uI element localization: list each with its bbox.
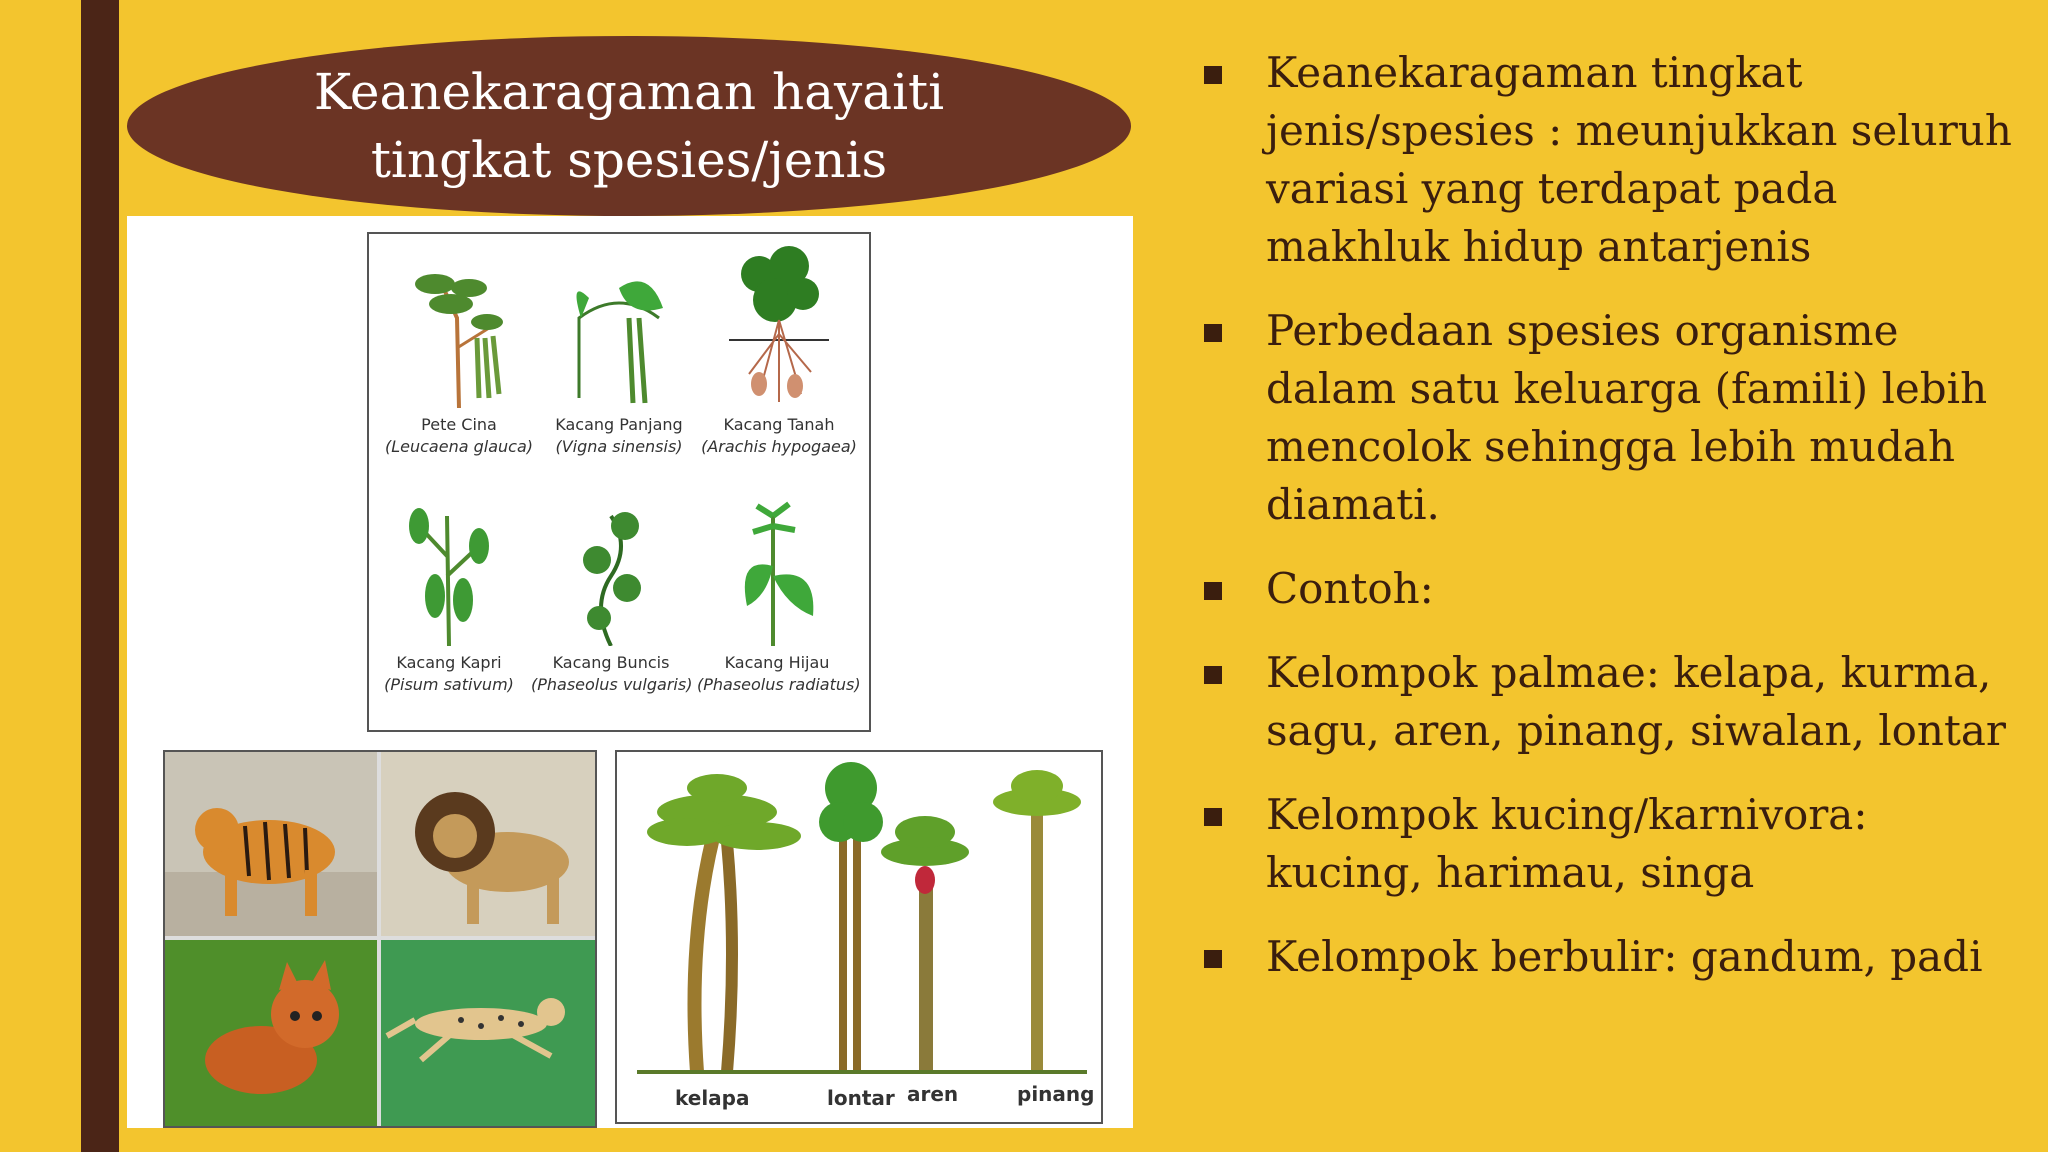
kitten-photo xyxy=(165,940,377,1126)
legume-name: Kacang Panjang xyxy=(555,415,683,434)
legume-latin-name: (Arachis hypogaea) xyxy=(701,437,857,456)
legume-latin-name: (Phaseolus radiatus) xyxy=(697,675,861,694)
legume-name: Kacang Kapri xyxy=(396,653,502,672)
legume-name: Pete Cina xyxy=(421,415,497,434)
legume-name: Kacang Tanah xyxy=(723,415,835,434)
kacang-kapri-plant-icon xyxy=(389,496,509,646)
bullet-text: Kelompok kucing/karnivora: kucing, harimau, singa xyxy=(1266,790,1868,897)
slide-title: Keanekaragaman hayaiti tingkat spesies/jenis xyxy=(313,63,945,189)
legume-latin-name: (Pisum sativum) xyxy=(384,675,514,694)
legume-kacang-panjang xyxy=(539,258,699,458)
square-bullet-icon xyxy=(1204,66,1222,84)
square-bullet-icon xyxy=(1204,324,1222,342)
bullet-item xyxy=(1200,928,2020,986)
palm-trees-illustration xyxy=(615,750,1103,1124)
legume-name: Kacang Hijau xyxy=(724,653,830,672)
square-bullet-icon xyxy=(1204,666,1222,684)
kacang-panjang-plant-icon xyxy=(559,258,679,408)
bullet-item xyxy=(1200,302,2020,534)
bullet-list xyxy=(1200,44,2020,1012)
felines-photo-collage xyxy=(163,750,597,1128)
palm-label-aren: aren xyxy=(907,1082,959,1106)
palm-label-kelapa: kelapa xyxy=(675,1086,750,1110)
tiger-photo xyxy=(165,752,377,936)
legume-kacang-kapri xyxy=(369,496,529,696)
bullet-item xyxy=(1200,560,2020,618)
legume-name: Kacang Buncis xyxy=(552,653,670,672)
bullet-item xyxy=(1200,644,2020,760)
lion-photo xyxy=(381,752,595,936)
legume-illustration xyxy=(367,232,871,732)
legume-kacang-hijau xyxy=(697,496,861,696)
square-bullet-icon xyxy=(1204,808,1222,826)
cheetah-photo xyxy=(381,940,595,1126)
kacang-tanah-plant-icon xyxy=(719,244,839,408)
title-ellipse xyxy=(127,36,1131,216)
bullet-text: Perbedaan spesies organisme dalam satu keluarga (famili) lebih mencolok sehingga lebih mudah diamati. xyxy=(1266,306,1988,529)
left-accent-bar xyxy=(81,0,119,1152)
square-bullet-icon xyxy=(1204,582,1222,600)
pete-cina-plant-icon xyxy=(399,258,519,408)
kacang-buncis-plant-icon xyxy=(551,496,671,646)
legume-pete-cina xyxy=(379,258,539,458)
bullet-item xyxy=(1200,44,2020,276)
palm-label-pinang: pinang xyxy=(1017,1082,1095,1106)
kacang-hijau-plant-icon xyxy=(717,496,837,646)
bullet-text: Kelompok berbulir: gandum, padi xyxy=(1266,932,1983,981)
bullet-text: Keanekaragaman tingkat jenis/spesies : meunjukkan seluruh variasi yang terdapat pada makhluk hidup antarjenis xyxy=(1266,48,2012,271)
legume-latin-name: (Leucaena glauca) xyxy=(384,437,533,456)
square-bullet-icon xyxy=(1204,950,1222,968)
bullet-text: Contoh: xyxy=(1266,564,1434,613)
legume-latin-name: (Phaseolus vulgaris) xyxy=(531,675,693,694)
legume-kacang-tanah xyxy=(699,244,859,458)
palm-trees-drawing xyxy=(617,752,1101,1082)
bullet-text: Kelompok palmae: kelapa, kurma, sagu, aren, pinang, siwalan, lontar xyxy=(1266,648,2006,755)
illustration-panel xyxy=(127,216,1133,1128)
palm-label-lontar: lontar xyxy=(827,1086,895,1110)
legume-latin-name: (Vigna sinensis) xyxy=(555,437,683,456)
bullet-item xyxy=(1200,786,2020,902)
legume-kacang-buncis xyxy=(531,496,691,696)
